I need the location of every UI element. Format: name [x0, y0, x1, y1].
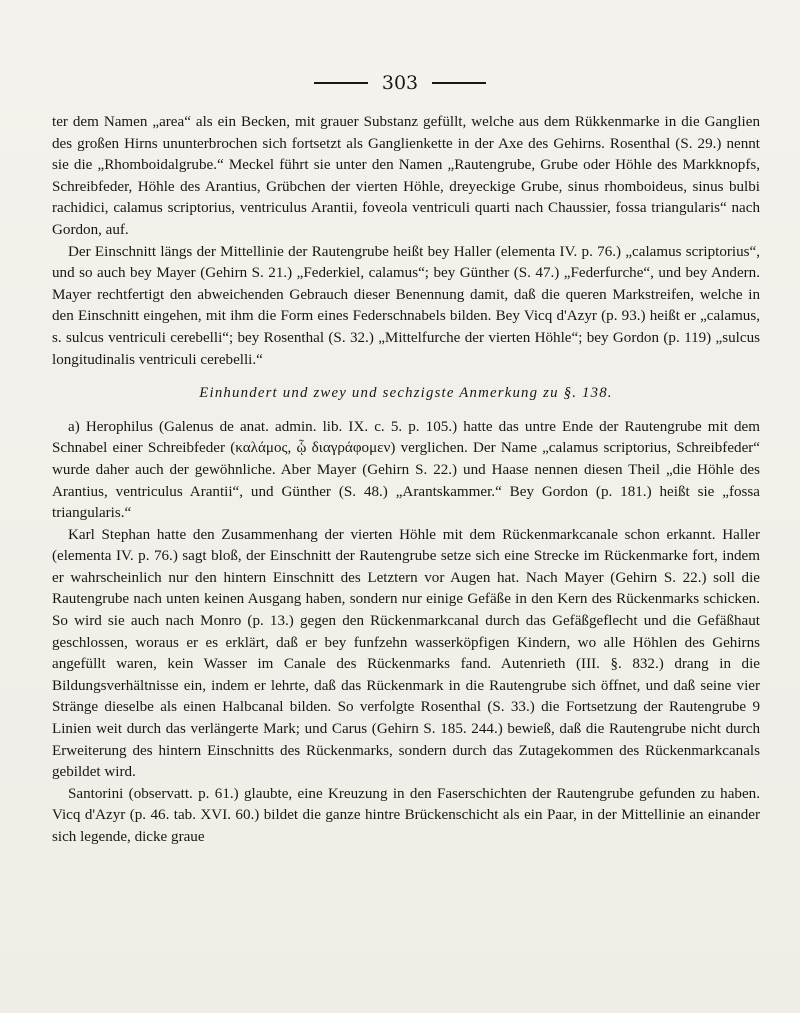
page-number: 303 — [381, 72, 419, 94]
section-heading: Einhundert und zwey und sechzigste Anmerkung zu §. 138. — [199, 385, 613, 402]
paragraph-3: a) Herophilus (Galenus de anat. admin. lib. IX. c. 5. p. 105.) hatte das untre Ende der Rautengrube mit dem Schnabel einer Schreibfeder (καλάμος, ᾧ διαγράφομεν) verglichen. Der Name „calamus scriptorius, Schreibfeder“ wurde daher auch der gewöhnliche. Aber Mayer (Gehirn S. 22.) und Haase nennen diesen Theil „die Höhle des Arantius, ventriculus Arantii“, und Günther (S. 48.) „Arantskammer.“ Bey Gordon (p. 181.) heißt sie „fossa triangularis.“ — [52, 418, 760, 522]
left-rule — [314, 82, 368, 84]
paragraph-1: ter dem Namen „area“ als ein Becken, mit grauer Substanz gefüllt, welche aus dem Rükkenmarke in die Ganglien des großen Hirns ununterbrochen sich fortsetzt als Ganglienkette in der Axe des Gehirns. Rosenthal (S. 29.) nennt sie die „Rhomboidalgrube.“ Meckel führt sie unter den Namen „Rautengrube, Grube oder Höhle des Markknopfs, Schreibfeder, Höhle des Arantius, Grübchen der vierten Höhle, dreyeckige Grube, sinus rhomboideus, sinus bulbi rachidici, calamus scriptorius, ventriculus Arantii, foveola ventriculi quarti nach Chaussier, fossa triangularis“ nach Gordon, auf. — [52, 114, 760, 238]
body-text — [52, 112, 760, 849]
running-head — [0, 72, 800, 94]
paragraph-4: Karl Stephan hatte den Zusammenhang der vierten Höhle mit dem Rückenmarkcanale schon erkannt. Haller (elementa IV. p. 76.) sagt bloß, der Einschnitt der Rautengrube setze sich eine Strecke im Rückenmarke fort, indem er wahrscheinlich nur den hintern Einschnitt des Letztern vor Augen hat. Nach Mayer (Gehirn S. 22.) soll die Rautengrube nach unten keinen Ausgang haben, sondern nur einige Gefäße in den Kern des Rückenmarks schicken. So wird sie auch nach Monro (p. 13.) gegen den Rückenmarkcanal durch das Gefäßgeflecht und die Gefäßhaut geschlossen, woraus er es erklärt, daß er bey funfzehn wasserköpfigen Kindern, wo alle Höhlen des Gehirns angefüllt waren, kein Wasser im Canale des Rückenmarks fand. Autenrieth (III. §. 832.) drang in die Bildungsverhältnisse ein, indem er lehrte, daß das Rückenmark in die Rautengrube sich öffnet, und daß seine vier Stränge dieselbe als einen Halbcanal bilden. So verfolgte Rosenthal (S. 33.) die Fortsetzung der Rautengrube 9 Linien weit durch das verlängerte Mark; und Carus (Gehirn S. 185. 244.) bewieß, daß die Rautengrube nicht durch Erweiterung des hintern Einschnitts des Rückenmarks, sondern durch das Zutagekommen des Rückenmarkcanals gebildet wird. — [52, 526, 760, 781]
paragraph-2: Der Einschnitt längs der Mittellinie der Rautengrube heißt bey Haller (elementa IV. p. 76.) „calamus scriptorius“, und so auch bey Mayer (Gehirn S. 21.) „Federkiel, calamus“; bey Günther (S. 47.) „Federfurche“, und bey Andern. Mayer rechtfertigt den abweichenden Gebrauch dieser Benennung damit, daß die queren Markstreifen, welche in den Einschnitt eingehen, mit ihm die Form eines Federschnabels bilden. Bey Vicq d'Azyr (p. 93.) heißt er „calamus, s. sulcus ventriculi cerebelli“; bey Rosenthal (S. 32.) „Mittelfurche der vierten Höhle“; bey Gordon (p. 119) „sulcus longitudinalis ventriculi cerebelli.“ — [52, 243, 760, 368]
paragraph-5: Santorini (observatt. p. 61.) glaubte, eine Kreuzung in den Faserschichten der Rautengrube gefunden zu haben. Vicq d'Azyr (p. 46. tab. XVI. 60.) bildet die ganze hintre Brückenschicht als ein Paar, in der Mittellinie an einander sich legende, dicke graue — [52, 785, 760, 845]
right-rule — [432, 82, 486, 84]
